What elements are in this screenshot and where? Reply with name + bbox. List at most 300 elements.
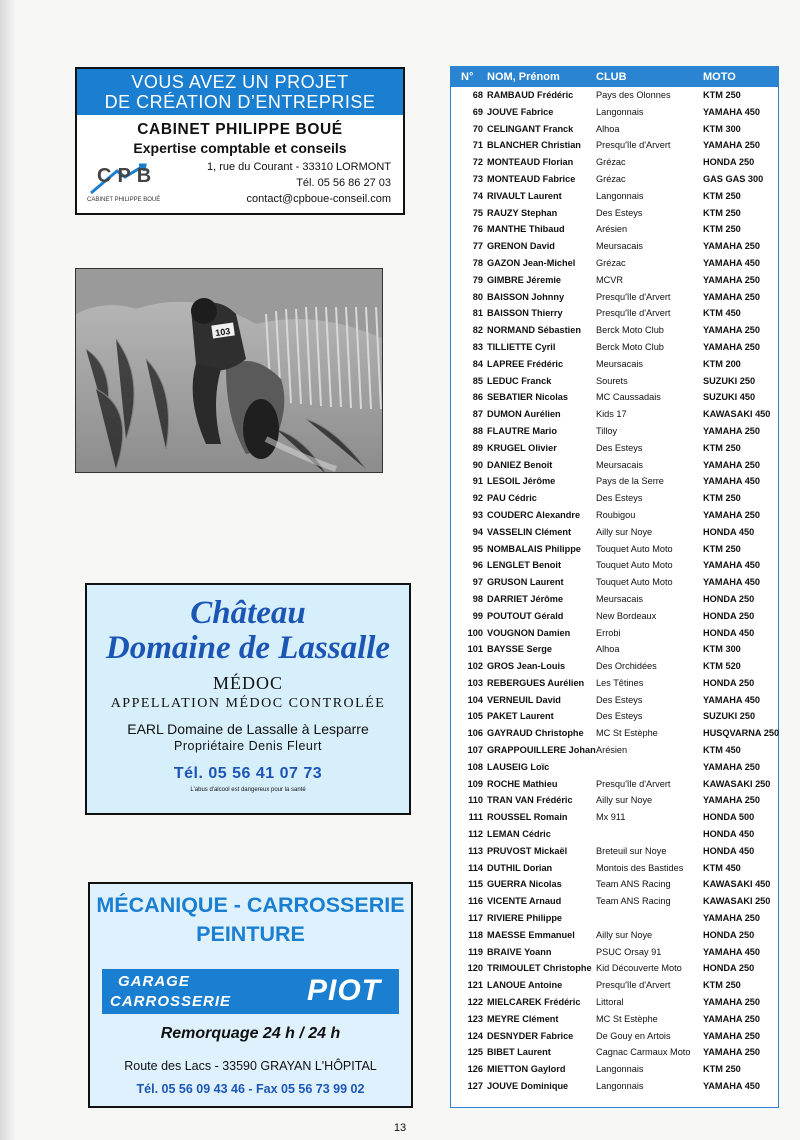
cell-moto: YAMAHA 250 [703, 325, 761, 336]
cell-num: 86 [472, 392, 483, 403]
table-row [451, 960, 778, 977]
table-row [451, 541, 778, 558]
cell-moto: HONDA 250 [703, 610, 755, 621]
cell-club: Arésien [596, 745, 628, 756]
cell-name: NORMAND Sébastien [487, 325, 581, 336]
cell-moto: YAMAHA 450 [703, 1081, 761, 1092]
cell-num: 70 [472, 123, 483, 134]
cell-club: Touquet Auto Moto [596, 577, 673, 588]
cell-moto: YAMAHA 250 [703, 425, 761, 436]
cell-club: Alhoa [596, 123, 620, 134]
cell-name: PRUVOST Mickaël [487, 845, 568, 856]
cell-moto: YAMAHA 250 [703, 1013, 761, 1024]
table-row [451, 104, 778, 121]
cell-num: 92 [472, 493, 483, 504]
cell-name: BLANCHER Christian [487, 140, 581, 151]
cell-moto: YAMAHA 450 [703, 106, 761, 117]
cell-moto: HUSQVARNA 250 [703, 728, 780, 739]
table-row [451, 440, 778, 457]
cell-club: Presqu'île d'Arvert [596, 980, 671, 991]
cell-club: Arésien [596, 224, 628, 235]
table-row [451, 608, 778, 625]
cell-num: 103 [467, 677, 483, 688]
cell-club: Berck Moto Club [596, 341, 664, 352]
motocross-photo [75, 268, 383, 473]
cell-num: 113 [468, 845, 483, 856]
header-moto: MOTO [703, 71, 736, 83]
cell-club: Ailly sur Noye [596, 795, 653, 806]
cell-club: Grézac [596, 157, 626, 168]
table-row [451, 507, 778, 524]
cell-name: VERNEUIL David [487, 694, 561, 705]
cell-name: LESOIL Jérôme [487, 476, 556, 487]
cell-name: BAYSSE Serge [487, 644, 553, 655]
ad2-phone: Tél. 05 56 41 07 73 [173, 765, 323, 782]
ad1-email[interactable]: contact@cpboue-conseil.com [246, 193, 391, 205]
cell-num: 80 [472, 291, 483, 302]
cell-num: 89 [472, 442, 483, 453]
cell-moto: SUZUKI 250 [703, 711, 756, 722]
cell-moto: KAWASAKI 250 [703, 896, 771, 907]
table-row [451, 1011, 778, 1028]
cell-name: TILLIETTE Cyril [487, 341, 556, 352]
cell-club: Team ANS Racing [596, 896, 671, 907]
ad3-title-mecanique: MÉCANIQUE - CARROSSERIE [96, 893, 405, 917]
cell-moto: HONDA 450 [703, 845, 755, 856]
table-row [451, 87, 778, 104]
cell-club: Presqu'île d'Arvert [596, 140, 671, 151]
cell-club: Presqu'île d'Arvert [596, 778, 671, 789]
cell-moto: YAMAHA 450 [703, 476, 761, 487]
table-row [451, 238, 778, 255]
cell-moto: YAMAHA 250 [703, 241, 761, 252]
cell-moto: KTM 250 [703, 224, 741, 235]
cell-name: CELINGANT Franck [487, 123, 574, 134]
cell-club: Errobi [596, 627, 621, 638]
cell-club: Langonnais [596, 106, 644, 117]
cell-moto: YAMAHA 250 [703, 140, 761, 151]
cell-club: MC St Estèphe [596, 728, 658, 739]
table-row [451, 725, 778, 742]
table-row [451, 188, 778, 205]
table-body [451, 87, 778, 1095]
table-row [451, 524, 778, 541]
cell-club: Ailly sur Noye [596, 929, 653, 940]
cell-moto: YAMAHA 250 [703, 913, 761, 924]
ad1-subtitle: Expertise comptable et conseils [133, 140, 347, 156]
table-row [451, 708, 778, 725]
cell-name: VASSELIN Clément [487, 526, 572, 537]
cell-num: 105 [467, 711, 483, 722]
ad3-phones: Tél. 05 56 09 43 46 - Fax 05 56 73 99 02 [136, 1082, 365, 1096]
cell-club: Kids 17 [596, 409, 627, 420]
table-row [451, 994, 778, 1011]
table-row [451, 742, 778, 759]
cell-club: Sourets [596, 375, 628, 386]
table-row [451, 221, 778, 238]
cell-club: MC St Estèphe [596, 1013, 658, 1024]
table-row [451, 776, 778, 793]
cell-num: 90 [472, 459, 483, 470]
table-row [451, 154, 778, 171]
table-row [451, 574, 778, 591]
cell-name: FLAUTRE Mario [487, 425, 557, 436]
cell-moto: YAMAHA 250 [703, 997, 761, 1008]
cell-moto: KTM 250 [703, 980, 741, 991]
cell-moto: KTM 250 [703, 207, 741, 218]
cell-num: 109 [467, 778, 483, 789]
cell-name: GRAPPOUILLERE Johan [487, 745, 596, 756]
cell-moto: YAMAHA 250 [703, 274, 761, 285]
cell-club: Touquet Auto Moto [596, 543, 673, 554]
cell-num: 115 [468, 879, 483, 890]
cell-num: 111 [468, 812, 483, 823]
cell-moto: YAMAHA 450 [703, 946, 761, 957]
cell-club: Meursacais [596, 241, 643, 252]
table-row [451, 1078, 778, 1095]
cell-num: 74 [472, 190, 483, 201]
cell-club: Pays de la Serre [596, 476, 664, 487]
cell-name: VICENTE Arnaud [487, 896, 562, 907]
table-row [451, 305, 778, 322]
cell-num: 126 [467, 1064, 483, 1075]
cell-name: COUDERC Alexandre [487, 509, 581, 520]
cell-name: TRIMOULET Christophe [487, 963, 592, 974]
ad-garage-piot [88, 882, 413, 1108]
cell-name: ROUSSEL Romain [487, 812, 568, 823]
cell-name: BAISSON Johnny [487, 291, 565, 302]
cell-moto: HONDA 250 [703, 593, 755, 604]
cell-club: MC Caussadais [596, 392, 661, 403]
ad2-earl: EARL Domaine de Lassalle à Lesparre [127, 721, 369, 737]
table-row [451, 809, 778, 826]
cell-moto: HONDA 250 [703, 963, 755, 974]
table-row [451, 675, 778, 692]
table-row [451, 457, 778, 474]
ad3-address: Route des Lacs - 33590 GRAYAN L'HÔPITAL [124, 1059, 377, 1073]
table-row [451, 473, 778, 490]
cell-name: RIVIERE Philippe [487, 913, 563, 924]
cell-club: Langonnais [596, 190, 644, 201]
cell-moto: YAMAHA 250 [703, 1030, 761, 1041]
cell-name: MANTHE Thibaud [487, 224, 565, 235]
cell-num: 97 [472, 577, 483, 588]
cell-num: 116 [468, 896, 483, 907]
cell-name: PAKET Laurent [487, 711, 554, 722]
cell-club: PSUC Orsay 91 [596, 946, 662, 957]
cell-moto: KAWASAKI 450 [703, 879, 771, 890]
cell-num: 84 [472, 358, 483, 369]
ad2-region: MÉDOC [212, 673, 283, 693]
cpb-logo-letters: CPB [97, 165, 158, 187]
entry-list-table [450, 66, 779, 1108]
cell-num: 125 [467, 1047, 483, 1058]
table-row [451, 255, 778, 272]
cell-club: Alhoa [596, 644, 620, 655]
table-row [451, 1044, 778, 1061]
cell-num: 95 [472, 543, 483, 554]
cell-moto: YAMAHA 250 [703, 761, 761, 772]
cell-num: 122 [467, 997, 483, 1008]
cell-moto: YAMAHA 450 [703, 257, 761, 268]
ad3-brand-band [102, 969, 399, 1014]
cell-moto: KTM 450 [703, 745, 741, 756]
cell-moto: YAMAHA 450 [703, 694, 761, 705]
cell-club: Team ANS Racing [596, 879, 671, 890]
cell-num: 124 [467, 1030, 483, 1041]
cell-moto: YAMAHA 250 [703, 509, 761, 520]
cell-name: MIELCAREK Frédéric [487, 997, 581, 1008]
cell-moto: KTM 250 [703, 493, 741, 504]
cell-name: GRENON David [487, 241, 555, 252]
table-row [451, 423, 778, 440]
cell-club: Grézac [596, 173, 626, 184]
cell-moto: KAWASAKI 450 [703, 409, 771, 420]
cell-moto: KTM 300 [703, 644, 741, 655]
cell-club: Breteuil sur Noye [596, 845, 667, 856]
table-row [451, 289, 778, 306]
cell-club: Grézac [596, 257, 626, 268]
cell-moto: KTM 250 [703, 1064, 741, 1075]
cell-num: 96 [472, 560, 483, 571]
cell-num: 83 [472, 341, 483, 352]
cell-name: JOUVE Fabrice [487, 106, 554, 117]
cell-name: LAPREE Frédéric [487, 358, 564, 369]
cell-club: Des Esteys [596, 442, 643, 453]
cell-num: 71 [472, 140, 483, 151]
ad3-remorquage: Remorquage 24 h / 24 h [160, 1025, 341, 1042]
table-row [451, 339, 778, 356]
ad3-title-peinture: PEINTURE [196, 922, 305, 946]
cpb-logo-caption: CABINET PHILIPPE BOUÉ [87, 197, 161, 203]
cell-num: 91 [472, 476, 483, 487]
cell-club: Des Esteys [596, 694, 643, 705]
cell-num: 110 [468, 795, 483, 806]
cell-num: 93 [472, 509, 483, 520]
cell-moto: KTM 250 [703, 190, 741, 201]
cell-name: BIBET Laurent [487, 1047, 551, 1058]
rider-bib-number: 103 [214, 326, 231, 339]
cell-moto: HONDA 500 [703, 812, 755, 823]
cell-num: 98 [472, 593, 483, 604]
cell-num: 76 [472, 224, 483, 235]
table-row [451, 759, 778, 776]
cell-moto: SUZUKI 250 [703, 375, 756, 386]
cell-num: 102 [467, 661, 483, 672]
cell-name: DESNYDER Fabrice [487, 1030, 574, 1041]
cell-moto: KTM 250 [703, 543, 741, 554]
table-row [451, 1061, 778, 1078]
cell-name: RAUZY Stephan [487, 207, 558, 218]
cell-moto: KTM 300 [703, 123, 741, 134]
cell-club: MCVR [596, 274, 624, 285]
cell-name: LAUSEIG Loïc [487, 761, 550, 772]
table-row [451, 490, 778, 507]
table-row [451, 389, 778, 406]
cell-club: Cagnac Carmaux Moto [596, 1047, 691, 1058]
ad1-contact-block [207, 159, 391, 207]
cell-moto: SUZUKI 450 [703, 392, 756, 403]
cell-club: Les Têtines [596, 677, 644, 688]
cell-moto: YAMAHA 450 [703, 577, 761, 588]
table-row [451, 927, 778, 944]
cell-club: Presqu'île d'Arvert [596, 291, 671, 302]
cell-num: 123 [467, 1013, 483, 1024]
table-row [451, 205, 778, 222]
cell-name: GROS Jean-Louis [487, 661, 566, 672]
cell-num: 82 [472, 325, 483, 336]
cell-moto: YAMAHA 450 [703, 560, 761, 571]
cell-num: 75 [472, 207, 483, 218]
cell-club: Mx 911 [596, 812, 626, 823]
cell-num: 77 [472, 241, 483, 252]
table-row [451, 944, 778, 961]
cell-club: Meursacais [596, 593, 643, 604]
ad2-title-domaine: Domaine de Lassalle [105, 630, 391, 666]
ad1-headline [77, 69, 403, 115]
cell-name: MAESSE Emmanuel [487, 929, 575, 940]
table-row [451, 977, 778, 994]
cell-moto: KTM 250 [703, 442, 741, 453]
cell-moto: HONDA 450 [703, 526, 755, 537]
cell-moto: YAMAHA 250 [703, 341, 761, 352]
table-row [451, 692, 778, 709]
ad-chateau-lassalle [85, 583, 411, 815]
table-row [451, 121, 778, 138]
cell-name: LEDUC Franck [487, 375, 552, 386]
cell-club: Meursacais [596, 459, 643, 470]
cell-num: 99 [472, 610, 483, 621]
table-row [451, 625, 778, 642]
cell-moto: YAMAHA 250 [703, 459, 761, 470]
table-row [451, 137, 778, 154]
cell-moto: KTM 200 [703, 358, 741, 369]
table-header [451, 67, 778, 87]
cell-club: Des Esteys [596, 493, 643, 504]
table-row [451, 826, 778, 843]
cell-num: 117 [468, 913, 483, 924]
cell-num: 87 [472, 409, 483, 420]
cell-num: 101 [467, 644, 483, 655]
table-row [451, 557, 778, 574]
page-number: 13 [393, 1122, 407, 1134]
cell-moto: KTM 520 [703, 661, 741, 672]
ad1-headline-line1: VOUS AVEZ UN PROJET [131, 72, 349, 92]
cell-name: BAISSON Thierry [487, 308, 563, 319]
cell-num: 112 [468, 829, 483, 840]
cell-club: Des Esteys [596, 711, 643, 722]
cell-name: POUTOUT Gérald [487, 610, 564, 621]
cell-moto: YAMAHA 250 [703, 795, 761, 806]
cell-club: Littoral [596, 997, 624, 1008]
cell-num: 68 [472, 90, 483, 100]
ad1-address: 1, rue du Courant - 33310 LORMONT [206, 161, 391, 173]
cell-name: GAZON Jean-Michel [487, 257, 576, 268]
cell-moto: HONDA 450 [703, 829, 755, 840]
cell-num: 73 [472, 173, 483, 184]
table-row [451, 641, 778, 658]
cell-club: De Gouy en Artois [596, 1030, 671, 1041]
cell-num: 120 [467, 963, 483, 974]
table-row [451, 792, 778, 809]
cell-name: REBERGUES Aurélien [487, 677, 585, 688]
cell-club: Des Esteys [596, 207, 643, 218]
ad1-phone: Tél. 05 56 86 27 03 [296, 177, 391, 189]
table-row [451, 893, 778, 910]
cell-moto: KTM 450 [703, 308, 741, 319]
cell-club: Langonnais [596, 1081, 644, 1092]
cell-moto: HONDA 450 [703, 627, 755, 638]
table-row [451, 843, 778, 860]
cell-num: 94 [472, 526, 483, 537]
table-row [451, 406, 778, 423]
ad3-carrosserie-label: CARROSSERIE [110, 993, 232, 1010]
cell-name: LENGLET Benoit [487, 560, 562, 571]
header-num: N° [461, 71, 474, 83]
cell-num: 108 [467, 761, 483, 772]
cell-num: 88 [472, 425, 483, 436]
cell-name: MIETTON Gaylord [487, 1064, 566, 1075]
cell-name: GUERRA Nicolas [487, 879, 562, 890]
cell-club: Des Orchidées [596, 661, 657, 672]
cpb-logo [87, 163, 161, 209]
ad2-appellation: APPELLATION MÉDOC CONTROLÉE [110, 696, 386, 711]
cell-num: 69 [472, 106, 483, 117]
cell-num: 114 [468, 862, 483, 873]
cell-name: MONTEAUD Florian [487, 157, 574, 168]
cell-club: Touquet Auto Moto [596, 560, 673, 571]
table-row [451, 171, 778, 188]
cell-moto: KAWASAKI 250 [703, 778, 771, 789]
cell-name: DARRIET Jérôme [487, 593, 564, 604]
cell-club: Pays des Olonnes [596, 90, 671, 100]
ad3-garage-label: GARAGE [118, 973, 190, 990]
table-row [451, 322, 778, 339]
cell-moto: HONDA 250 [703, 157, 755, 168]
cell-moto: YAMAHA 250 [703, 1047, 761, 1058]
ad1-company-name: CABINET PHILIPPE BOUÉ [137, 121, 343, 138]
ad1-headline-line2: DE CRÉATION D’ENTREPRISE [104, 92, 376, 112]
cell-name: GRUSON Laurent [487, 577, 564, 588]
cell-name: DUMON Aurélien [487, 409, 561, 420]
motocross-rider-image [76, 269, 383, 473]
cell-name: DUTHIL Dorian [487, 862, 553, 873]
cell-name: MEYRE Clément [487, 1013, 559, 1024]
cell-name: MONTEAUD Fabrice [487, 173, 576, 184]
ad2-alcohol-warning: L'abus d'alcool est dangereux pour la santé [190, 787, 306, 793]
cell-name: KRUGEL Olivier [487, 442, 557, 453]
cell-name: LANOUE Antoine [487, 980, 563, 991]
table-row [451, 373, 778, 390]
cell-name: GAYRAUD Christophe [487, 728, 584, 739]
table-row [451, 860, 778, 877]
cell-club: Presqu'île d'Arvert [596, 308, 671, 319]
cell-name: BRAIVE Yoann [487, 946, 552, 957]
cell-name: RIVAULT Laurent [487, 190, 562, 201]
table-row [451, 591, 778, 608]
table-row [451, 658, 778, 675]
cell-num: 100 [467, 627, 483, 638]
cell-club: Ailly sur Noye [596, 526, 653, 537]
cell-name: NOMBALAIS Philippe [487, 543, 581, 554]
cell-num: 119 [468, 946, 483, 957]
cell-moto: HONDA 250 [703, 929, 755, 940]
cell-num: 81 [472, 308, 483, 319]
cell-num: 104 [467, 694, 483, 705]
cell-moto: KTM 450 [703, 862, 741, 873]
cell-name: JOUVE Dominique [487, 1081, 569, 1092]
cell-moto: KTM 250 [703, 90, 741, 100]
